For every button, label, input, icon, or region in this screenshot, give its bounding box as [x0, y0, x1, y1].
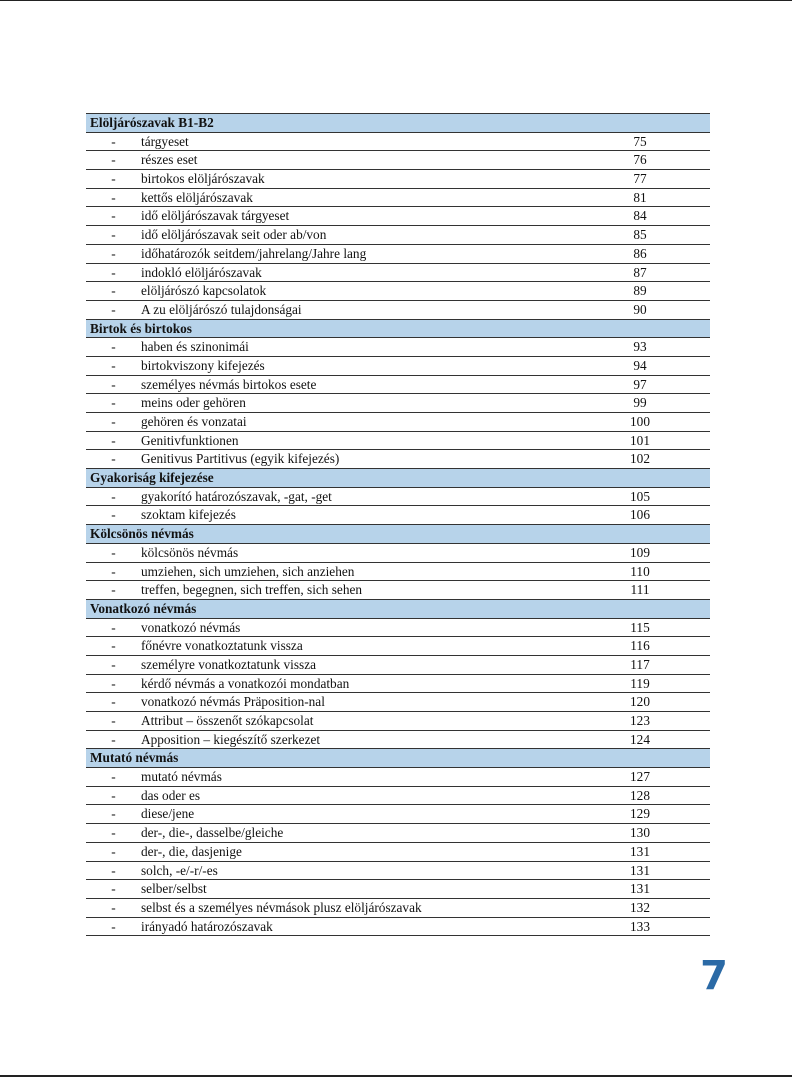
toc-entry-title: treffen, begegnen, sich treffen, sich sehen — [141, 582, 363, 598]
toc-entry — [86, 581, 710, 600]
toc-entry-title: idő elöljárószavak tárgyeset — [141, 208, 290, 224]
toc-entry-title: idő elöljárószavak seit oder ab/von — [141, 227, 327, 243]
table-of-contents — [86, 113, 710, 936]
toc-entry-title: részes eset — [141, 152, 198, 168]
toc-entry-title: solch, -e/-r/-es — [141, 862, 218, 878]
bullet-dash: - — [111, 264, 116, 280]
bullet-dash: - — [111, 451, 116, 467]
section-header: Elöljárószavak B1-B2 — [86, 114, 710, 133]
toc-entry — [86, 301, 710, 320]
toc-entry — [86, 544, 710, 563]
bullet-dash: - — [111, 133, 116, 149]
toc-entry — [86, 675, 710, 694]
toc-entry-title: das oder es — [141, 787, 201, 803]
bullet-dash: - — [111, 339, 116, 355]
toc-entry-page: 76 — [633, 152, 647, 168]
toc-entry-page: 86 — [633, 245, 647, 261]
bullet-dash: - — [111, 376, 116, 392]
toc-entry-page: 120 — [630, 694, 650, 710]
toc-entry-title: kölcsönös névmás — [141, 544, 239, 560]
toc-entry — [86, 805, 710, 824]
toc-entry-page: 106 — [630, 507, 650, 523]
bullet-dash: - — [111, 208, 116, 224]
bullet-dash: - — [111, 395, 116, 411]
toc-entry — [86, 376, 710, 395]
toc-entry-page: 101 — [630, 432, 650, 448]
toc-entry — [86, 151, 710, 170]
bullet-dash: - — [111, 769, 116, 785]
toc-entry-title: gyakorító határozószavak, -gat, -get — [141, 488, 332, 504]
toc-entry-page: 130 — [630, 825, 650, 841]
toc-entry — [86, 282, 710, 301]
bullet-dash: - — [111, 806, 116, 822]
toc-entry-title: A zu elöljárószó tulajdonságai — [141, 301, 302, 317]
toc-entry — [86, 712, 710, 731]
toc-entry-title: meins oder gehören — [141, 395, 246, 411]
toc-entry — [86, 450, 710, 469]
bullet-dash: - — [111, 563, 116, 579]
toc-entry — [86, 862, 710, 881]
toc-entry-title: der-, die, dasjenige — [141, 843, 242, 859]
bullet-dash: - — [111, 414, 116, 429]
toc-entry-title: selber/selbst — [141, 881, 207, 897]
bullet-dash: - — [111, 731, 116, 747]
section-header: Vonatkozó névmás — [86, 600, 710, 619]
toc-entry-page: 131 — [630, 881, 650, 897]
bullet-dash: - — [111, 582, 116, 598]
bullet-dash: - — [111, 619, 116, 635]
toc-entry-page: 119 — [630, 675, 650, 691]
bullet-dash: - — [111, 899, 116, 915]
toc-entry-title: vonatkozó névmás Präposition-nal — [141, 694, 325, 710]
section-header: Birtok és birtokos — [86, 320, 710, 339]
toc-entry — [86, 843, 710, 862]
toc-entry — [86, 693, 710, 712]
bullet-dash: - — [111, 171, 116, 187]
toc-entry — [86, 506, 710, 525]
bullet-dash: - — [111, 787, 116, 803]
toc-entry-title: indokló elöljárószavak — [141, 264, 262, 280]
toc-entry-page: 99 — [633, 395, 647, 411]
section-header: Kölcsönös névmás — [86, 525, 710, 544]
bottom-rule — [0, 1075, 792, 1077]
bullet-dash: - — [111, 152, 116, 168]
toc-entry — [86, 133, 710, 152]
bullet-dash: - — [111, 638, 116, 654]
toc-entry-title: irányadó határozószavak — [141, 918, 273, 934]
toc-entry — [86, 338, 710, 357]
toc-entry-page: 110 — [630, 563, 650, 579]
toc-entry-page: 128 — [630, 787, 650, 803]
toc-entry — [86, 170, 710, 189]
toc-entry — [86, 189, 710, 208]
bullet-dash: - — [111, 918, 116, 934]
bullet-dash: - — [111, 507, 116, 523]
toc-entry-page: 131 — [630, 843, 650, 859]
toc-entry-page: 100 — [630, 414, 650, 429]
toc-entry — [86, 357, 710, 376]
toc-entry-page: 75 — [633, 133, 647, 149]
toc-entry-title: Genitivfunktionen — [141, 432, 239, 448]
toc-entry-title: haben és szinonimái — [141, 339, 249, 355]
toc-entry — [86, 226, 710, 245]
toc-entry — [86, 880, 710, 899]
toc-entry-title: birtokviszony kifejezés — [141, 357, 265, 373]
toc-entry-page: 117 — [630, 656, 650, 672]
toc-entry-page: 127 — [630, 769, 650, 785]
toc-entry-page: 94 — [633, 357, 647, 373]
toc-entry-page: 97 — [633, 376, 647, 392]
bullet-dash: - — [111, 881, 116, 897]
page-number: 7 — [700, 953, 728, 999]
toc-entry-title: der-, die-, dasselbe/gleiche — [141, 825, 284, 841]
bullet-dash: - — [111, 694, 116, 710]
toc-entry — [86, 787, 710, 806]
toc-entry-title: diese/jene — [141, 806, 195, 822]
bullet-dash: - — [111, 245, 116, 261]
toc-entry-page: 111 — [630, 582, 650, 598]
toc-entry — [86, 824, 710, 843]
toc-entry-title: személyre vonatkoztatunk vissza — [141, 656, 317, 672]
toc-entry-title: időhatározók seitdem/jahrelang/Jahre lang — [141, 245, 367, 261]
bullet-dash: - — [111, 189, 116, 205]
toc-entry — [86, 656, 710, 675]
toc-entry-title: Attribut – összenőt szókapcsolat — [141, 713, 314, 728]
toc-entry-title: birtokos elöljárószavak — [141, 171, 265, 187]
toc-entry-title: Genitivus Partitivus (egyik kifejezés) — [141, 451, 340, 467]
toc-entry — [86, 637, 710, 656]
section-header: Mutató névmás — [86, 749, 710, 768]
toc-entry — [86, 394, 710, 413]
toc-entry-page: 89 — [633, 283, 647, 299]
toc-entry — [86, 731, 710, 750]
toc-entry-page: 77 — [633, 171, 647, 187]
bullet-dash: - — [111, 713, 116, 728]
toc-entry-title: mutató névmás — [141, 769, 222, 785]
bullet-dash: - — [111, 675, 116, 691]
bullet-dash: - — [111, 843, 116, 859]
toc-entry — [86, 768, 710, 787]
toc-entry-page: 115 — [630, 619, 650, 635]
bullet-dash: - — [111, 862, 116, 878]
toc-entry — [86, 899, 710, 918]
toc-entry-title: főnévre vonatkoztatunk vissza — [141, 638, 303, 654]
toc-entry-title: gehören és vonzatai — [141, 414, 247, 429]
bullet-dash: - — [111, 825, 116, 841]
toc-entry — [86, 207, 710, 226]
toc-entry-title: umziehen, sich umziehen, sich anziehen — [141, 563, 355, 579]
toc-entry-page: 116 — [630, 638, 650, 654]
toc-entry — [86, 264, 710, 283]
top-rule — [0, 0, 792, 1]
bullet-dash: - — [111, 544, 116, 560]
bullet-dash: - — [111, 283, 116, 299]
toc-entry-title: személyes névmás birtokos esete — [141, 376, 317, 392]
toc-entry-page: 81 — [633, 189, 647, 205]
section-header: Gyakoriság kifejezése — [86, 469, 710, 488]
toc-entry-title: kérdő névmás a vonatkozói mondatban — [141, 675, 350, 691]
toc-entry-page: 84 — [633, 208, 647, 224]
bullet-dash: - — [111, 488, 116, 504]
toc-entry — [86, 563, 710, 582]
toc-entry — [86, 619, 710, 638]
bullet-dash: - — [111, 432, 116, 448]
toc-entry — [86, 245, 710, 264]
toc-entry — [86, 488, 710, 507]
toc-entry-title: szoktam kifejezés — [141, 507, 236, 523]
toc-entry-page: 133 — [630, 918, 650, 934]
toc-entry-title: selbst és a személyes névmások plusz elöljárószavak — [141, 899, 422, 915]
toc-entry-title: Apposition – kiegészítő szerkezet — [141, 731, 321, 747]
toc-entry-title: kettős elöljárószavak — [141, 189, 253, 205]
toc-entry-page: 131 — [630, 862, 650, 878]
toc-entry-page: 109 — [630, 544, 650, 560]
toc-entry — [86, 413, 710, 432]
toc-entry-page: 85 — [633, 227, 647, 243]
bullet-dash: - — [111, 301, 116, 317]
toc-entry — [86, 432, 710, 451]
toc-entry — [86, 918, 710, 937]
toc-entry-page: 129 — [630, 806, 650, 822]
toc-entry-page: 123 — [630, 713, 650, 728]
toc-entry-page: 102 — [630, 451, 650, 467]
bullet-dash: - — [111, 656, 116, 672]
toc-entry-page: 87 — [633, 264, 647, 280]
toc-entry-page: 90 — [633, 301, 647, 317]
toc-entry-title: tárgyeset — [141, 133, 189, 149]
toc-entry-page: 93 — [633, 339, 647, 355]
toc-entry-title: vonatkozó névmás — [141, 619, 241, 635]
bullet-dash: - — [111, 357, 116, 373]
bullet-dash: - — [111, 227, 116, 243]
toc-entry-page: 105 — [630, 488, 650, 504]
toc-entry-page: 132 — [630, 899, 650, 915]
toc-entry-page: 124 — [630, 731, 650, 747]
toc-entry-title: elöljárószó kapcsolatok — [141, 283, 267, 299]
